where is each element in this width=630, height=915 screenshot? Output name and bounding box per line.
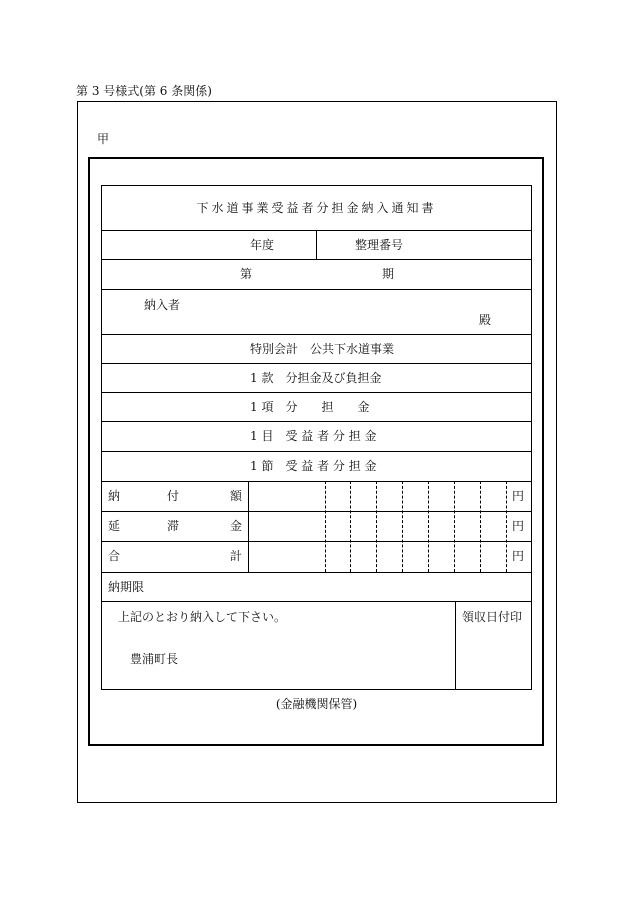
amount-label-char: 納 <box>108 489 121 503</box>
rule <box>101 334 532 335</box>
amount-label-char: 金 <box>230 519 243 533</box>
rule <box>101 363 532 364</box>
account-row: 1 項 分 担 金 <box>250 400 370 414</box>
document-title: 下水道事業受益者分担金納入通知書 <box>196 201 437 215</box>
reference-number-label: 整理番号 <box>355 238 404 252</box>
digit-separator <box>506 481 507 572</box>
account-row: 1 節 受 益 者 分 担 金 <box>250 459 377 473</box>
account-row: 1 款 分担金及び負担金 <box>250 371 382 385</box>
rule-vertical <box>455 601 456 690</box>
account-row: 特別会計 公共下水道事業 <box>250 342 395 356</box>
issuer-name: 豊浦町長 <box>130 652 179 666</box>
amount-label-char: 付 <box>167 489 180 503</box>
digit-separator <box>402 481 403 572</box>
form-number-label: 第 3 号様式(第 6 条関係) <box>76 84 212 98</box>
amount-label-char: 滞 <box>167 519 180 533</box>
rule <box>101 572 532 573</box>
payer-honorific: 殿 <box>479 313 492 327</box>
amount-label-char: 額 <box>230 489 243 503</box>
rule <box>101 289 532 290</box>
copy-mark: 甲 <box>97 132 110 146</box>
rule <box>101 451 532 452</box>
yen-unit: 円 <box>512 549 525 563</box>
rule <box>101 511 532 512</box>
yen-unit: 円 <box>512 519 525 533</box>
yen-unit: 円 <box>512 489 525 503</box>
rule <box>101 541 532 542</box>
amount-label-char: 合 <box>108 549 121 563</box>
bank-custody-note: (金融機関保管) <box>275 697 358 711</box>
amount-label-char: 延 <box>108 519 121 533</box>
request-text: 上記のとおり納入して下さい。 <box>118 610 287 624</box>
period-prefix: 第 <box>240 267 253 281</box>
rule <box>101 421 532 422</box>
receipt-stamp-label: 領収日付印 <box>462 610 523 624</box>
digit-separator <box>325 481 326 572</box>
due-date-label: 納期限 <box>108 580 145 594</box>
rule-vertical <box>316 230 317 259</box>
payer-label: 納入者 <box>144 298 181 312</box>
digit-separator <box>428 481 429 572</box>
rule <box>101 259 532 260</box>
rule <box>101 392 532 393</box>
fiscal-year-label: 年度 <box>250 238 275 252</box>
digit-separator <box>376 481 377 572</box>
digit-separator <box>480 481 481 572</box>
period-suffix: 期 <box>382 267 395 281</box>
rule <box>101 481 532 482</box>
digit-separator <box>454 481 455 572</box>
account-row: 1 目 受 益 者 分 担 金 <box>250 429 377 443</box>
amount-label-char: 計 <box>230 549 243 563</box>
digit-separator <box>350 481 351 572</box>
rule <box>101 601 532 602</box>
rule-vertical <box>248 481 249 572</box>
